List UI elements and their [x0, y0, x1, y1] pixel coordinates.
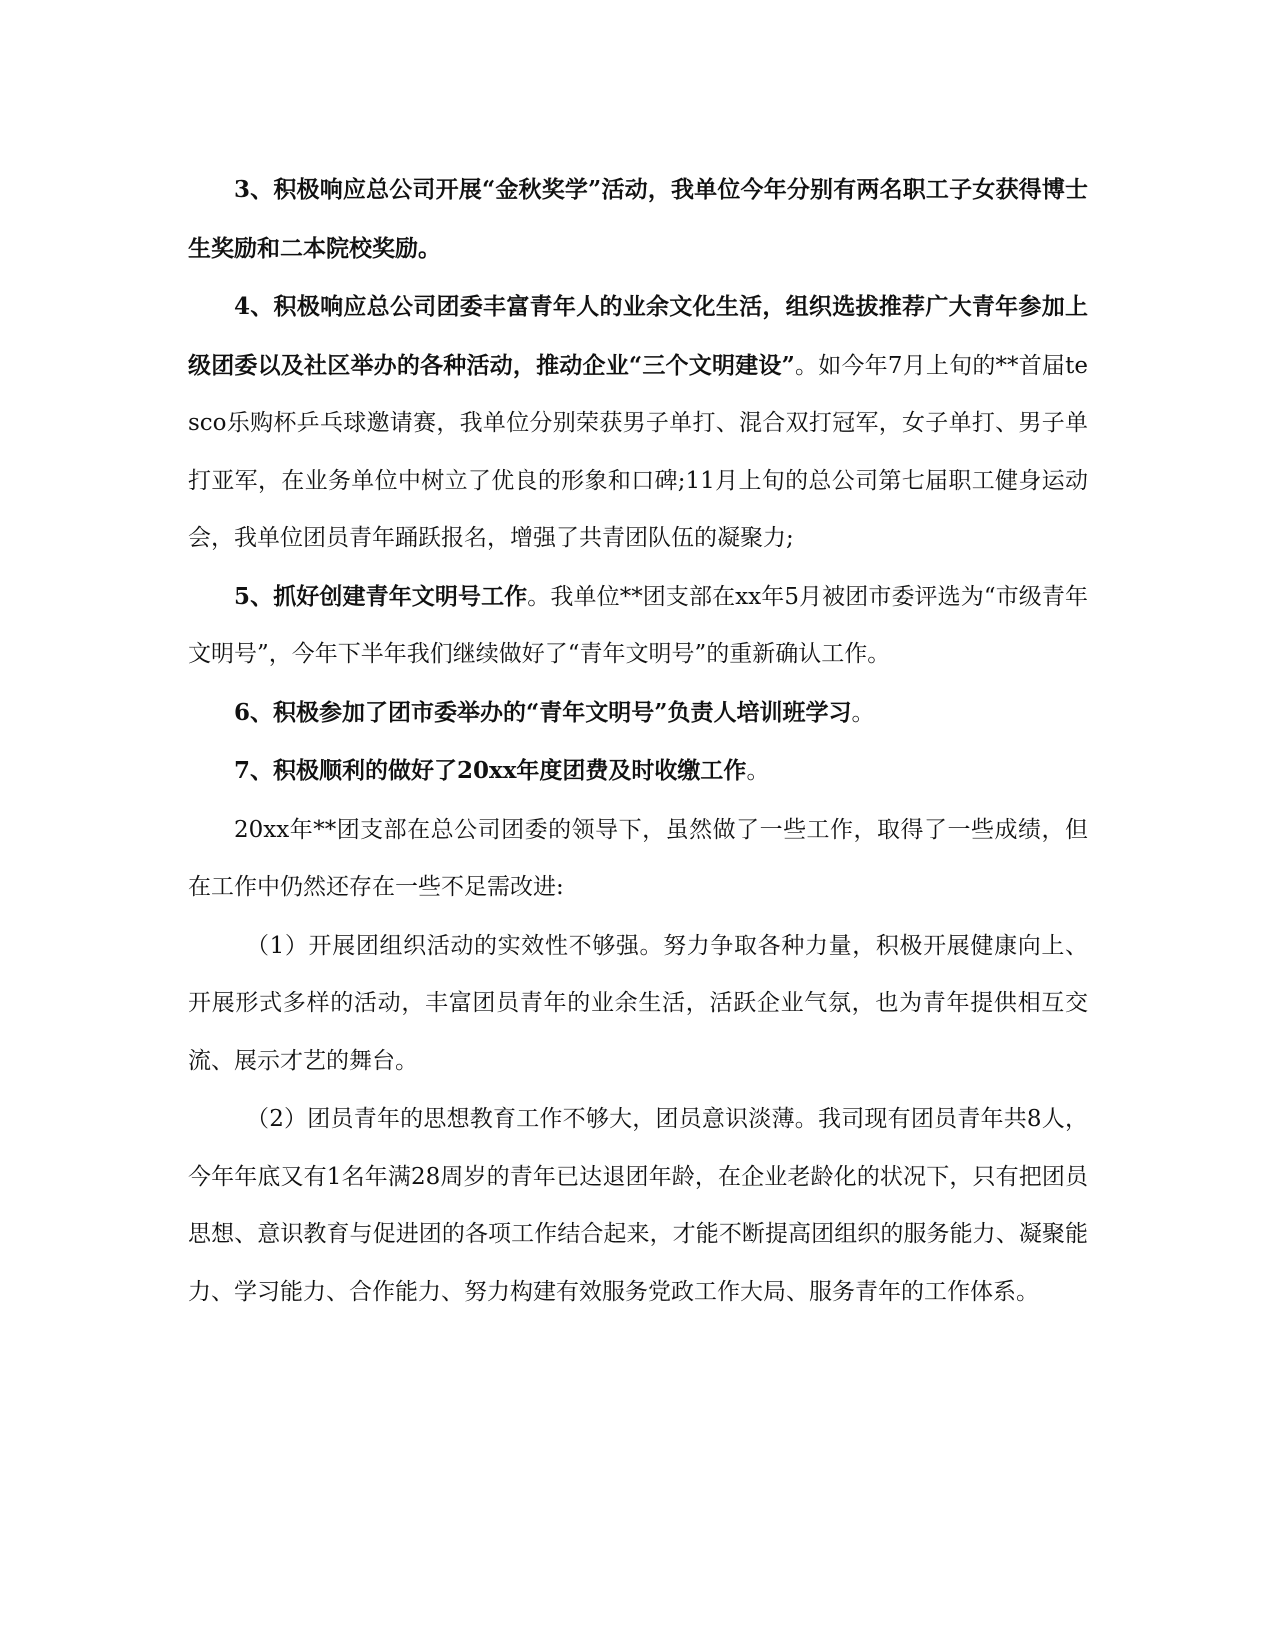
paragraph-item-3	[188, 161, 1088, 278]
paragraph-item-4	[188, 278, 1088, 568]
paragraph-body: 。	[851, 699, 875, 726]
paragraph-heading: 5、抓好创建青年文明号工作	[234, 582, 528, 610]
paragraph-summary	[188, 801, 1088, 917]
paragraph-body: 。如今年7月上旬的**首届tesco乐购杯乒乓球邀请赛，我单位分别荣获男子单打、混合双打冠军，女子单打、男子单打亚军，在业务单位中树立了优良的形象和口碑;11月上旬的总公司第七届职工健身运动会，我单位团员青年踊跃报名，增强了共青团队伍的凝聚力;	[188, 352, 1088, 551]
paragraph-heading: 4、积极响应总公司团委丰富青年人的业余文化生活，组织选拔推荐广大青年参加上级团委以及社区举办的各种活动，推动企业“三个文明建设”	[188, 293, 1088, 379]
paragraph-body: （2）团员青年的思想教育工作不够大，团员意识淡薄。我司现有团员青年共8人，今年年底又有1名年满28周岁的青年已达退团年龄，在企业老龄化的状况下，只有把团员思想、意识教育与促进团的各项工作结合起来，才能不断提高团组织的服务能力、凝聚能力、学习能力、合作能力、努力构建有效服务党政工作大局、服务青年的工作体系。	[188, 1106, 1088, 1305]
paragraph-heading: 7、积极顺利的做好了20xx年度团费及时收缴工作	[234, 757, 747, 784]
paragraph-item-6	[188, 684, 1088, 743]
document-page	[188, 161, 1088, 1321]
paragraph-item-5	[188, 568, 1088, 684]
paragraph-body: 20xx年**团支部在总公司团委的领导下，虽然做了一些工作，取得了一些成绩，但在工作中仍然还存在一些不足需改进:	[188, 816, 1088, 900]
paragraph-body: （1）开展团组织活动的实效性不够强。努力争取各种力量，积极开展健康向上、开展形式多样的活动，丰富团员青年的业余生活，活跃企业气氛，也为青年提供相互交流、展示才艺的舞台。	[188, 932, 1088, 1074]
paragraph-body: 。	[746, 758, 770, 784]
paragraph-issue-1	[188, 917, 1088, 1091]
paragraph-body: 。我单位**团支部在xx年5月被团市委评选为“市级青年文明号”，今年下半年我们继续做好了“青年文明号”的重新确认工作。	[188, 583, 1088, 667]
paragraph-heading: 3、积极响应总公司开展“金秋奖学”活动，我单位今年分别有两名职工子女获得博士生奖励和二本院校奖励。	[188, 176, 1088, 262]
paragraph-item-7	[188, 742, 1088, 801]
paragraph-heading: 6、积极参加了团市委举办的“青年文明号”负责人培训班学习	[234, 698, 852, 726]
paragraph-issue-2	[188, 1090, 1088, 1321]
